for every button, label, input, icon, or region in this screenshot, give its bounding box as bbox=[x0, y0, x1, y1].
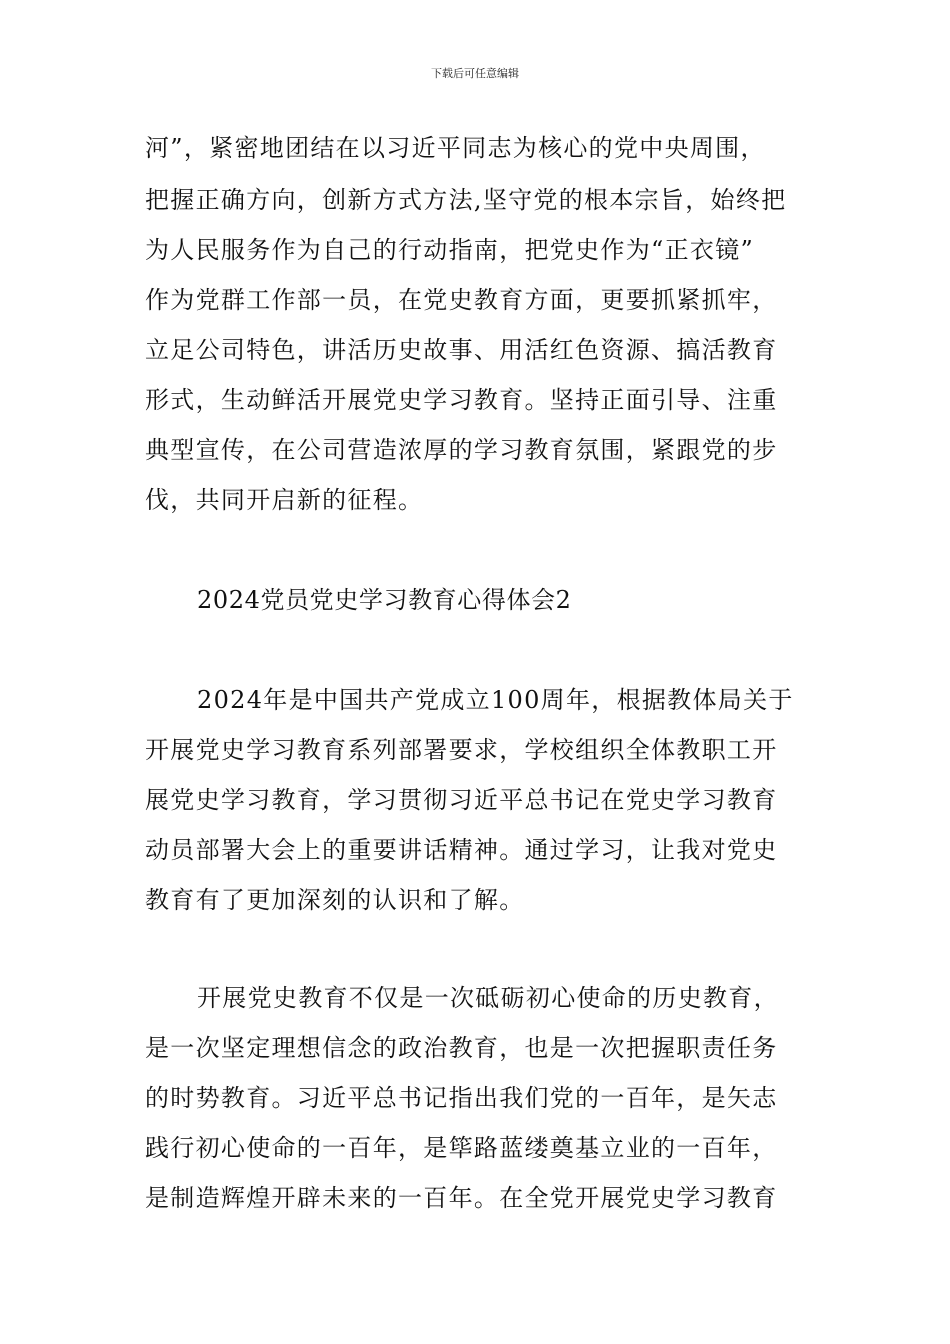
paragraph-3-line-5: 是制造辉煌开辟未来的一百年。在全党开展党史学习教育 bbox=[145, 1184, 778, 1212]
page-header: 下载后可任意编辑 bbox=[431, 67, 519, 80]
paragraph-1-line-2: 把握正确方向，创新方式方法,坚守党的根本宗旨，始终把 bbox=[145, 186, 787, 214]
paragraph-1-line-5: 立足公司特色，讲活历史故事、用活红色资源、搞活教育 bbox=[145, 336, 778, 364]
paragraph-3-line-4: 践行初心使命的一百年，是筚路蓝缕奠基立业的一百年， bbox=[145, 1134, 778, 1162]
paragraph-1-line-3: 为人民服务作为自己的行动指南，把党史作为“正衣镜” bbox=[145, 236, 755, 264]
paragraph-1-line-6: 形式，生动鲜活开展党史学习教育。坚持正面引导、注重 bbox=[145, 386, 778, 414]
paragraph-2-line-3: 展党史学习教育，学习贯彻习近平总书记在党史学习教育 bbox=[145, 786, 778, 814]
paragraph-3-line-2: 是一次坚定理想信念的政治教育，也是一次把握职责任务 bbox=[145, 1034, 778, 1062]
paragraph-2-line-2: 开展党史学习教育系列部署要求，学校组织全体教职工开 bbox=[145, 736, 778, 764]
paragraph-1-line-7: 典型宣传，在公司营造浓厚的学习教育氛围，紧跟党的步 bbox=[145, 436, 778, 464]
paragraph-2-line-5: 教育有了更加深刻的认识和了解。 bbox=[145, 886, 525, 914]
section-heading: 2024党员党史学习教育心得体会2 bbox=[197, 586, 572, 614]
paragraph-3-line-1: 开展党史教育不仅是一次砥砺初心使命的历史教育， bbox=[197, 984, 779, 1012]
paragraph-3-line-3: 的时势教育。习近平总书记指出我们党的一百年，是矢志 bbox=[145, 1084, 778, 1112]
paragraph-2-line-4: 动员部署大会上的重要讲话精神。通过学习，让我对党史 bbox=[145, 836, 778, 864]
paragraph-1-line-1: 河”，紧密地团结在以习近平同志为核心的党中央周围， bbox=[145, 134, 766, 162]
paragraph-1-line-8: 伐，共同开启新的征程。 bbox=[145, 486, 424, 514]
paragraph-2-line-1: 2024年是中国共产党成立100周年，根据教体局关于 bbox=[197, 686, 794, 714]
paragraph-1-line-4: 作为党群工作部一员，在党史教育方面，更要抓紧抓牢， bbox=[145, 286, 778, 314]
